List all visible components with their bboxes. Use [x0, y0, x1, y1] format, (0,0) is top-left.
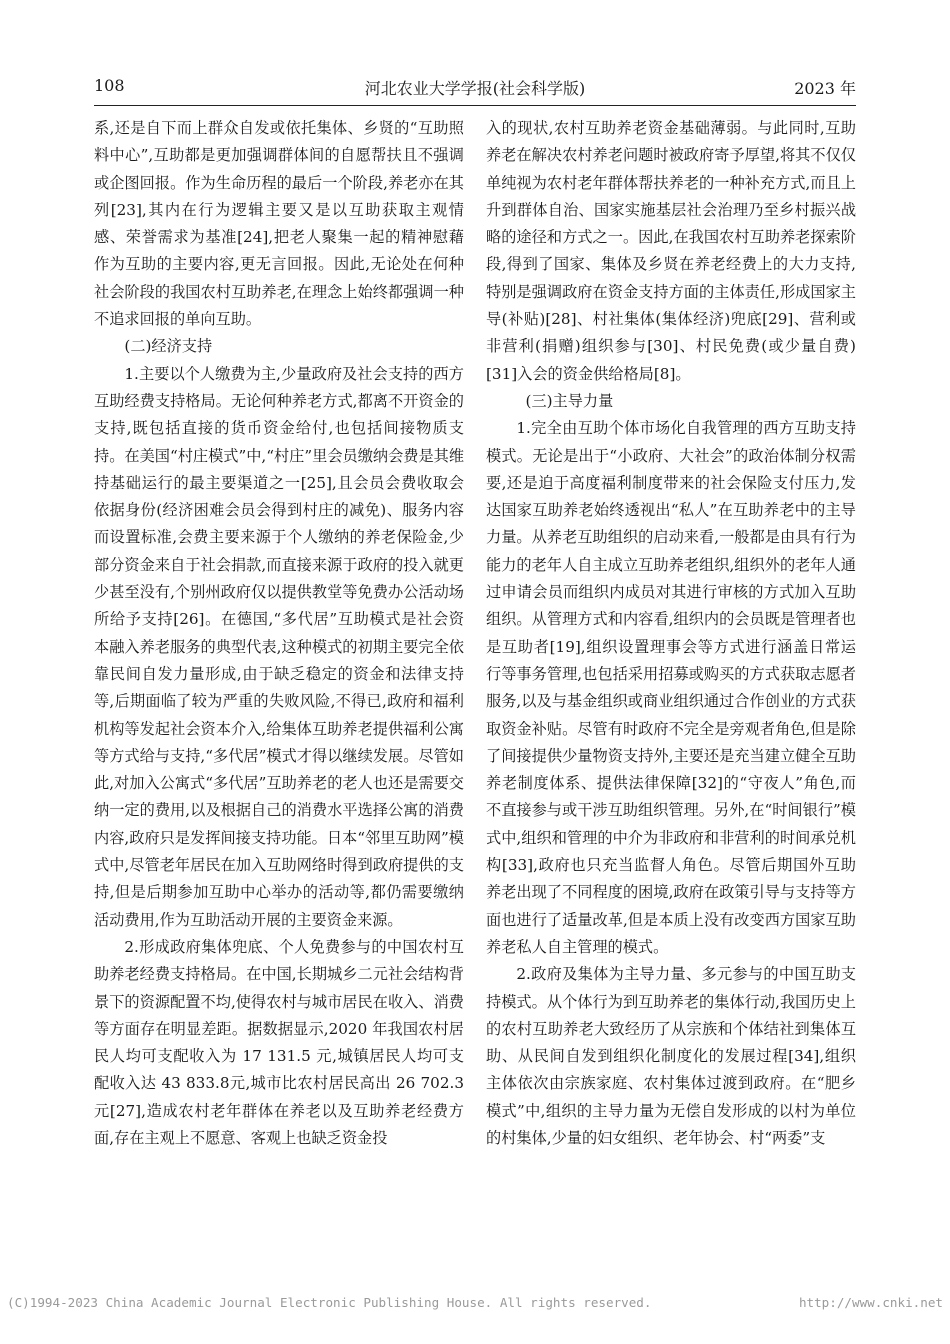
- publication-year: 2023 年: [794, 79, 856, 98]
- paragraph-continued: 入的现状,农村互助养老资金基础薄弱。与此同时,互助养老在解决农村养老问题时被政府寄予厚望,将其不仅仅单纯视为农村老年群体帮扶养老的一种补充方式,而且上升到群体自治、国家实施基层社会治理乃至乡村振兴战略的途径和方式之一。因此,在我国农村互助养老探索阶段,得到了国家、集体及乡贤在养老经费上的大力支持,特别是强调政府在资金支持方面的主体责任,形成国家主导(补贴)[28]、村社集体(集体经济)兜底[29]、营利或非营利(捐赠)组织参与[30]、村民免费(或少量自费)[31]入会的资金供给格局[8]。: [486, 119, 856, 383]
- section-heading-economic-support: (二)经济支持: [124, 337, 213, 356]
- journal-title: 河北农业大学学报(社会科学版): [364, 79, 586, 98]
- copyright-footer: [7, 1295, 943, 1310]
- copyright-text: (C)1994-2023 China Academic Journal Electronic Publishing House. All rights reserved.: [7, 1295, 652, 1310]
- paragraph: 2.形成政府集体兜底、个人免费参与的中国农村互助养老经费支持格局。在中国,长期城乡二元社会结构背景下的资源配置不均,使得农村与城市居民在收入、消费等方面存在明显差距。据数据显示,2020 年我国农村居民人均可支配收入为 17 131.5 元,城镇居民人均可支配收入达 43 833.8元,城市比农村居民高出 26 702.3 元[27],造成农村老年群体在养老以及互助养老经费方面,存在主观上不愿意、客观上也缺乏资金投: [94, 937, 464, 1147]
- paragraph-continued: 系,还是自下而上群众自发或依托集体、乡贤的“互助照料中心”,互助都是更加强调群体间的自愿帮扶且不强调或企图回报。作为生命历程的最后一个阶段,养老亦在其列[23],其内在行为逻辑主要又是以互助获取主观情感、荣誉需求为基准[24],把老人聚集一起的精神慰藉作为互助的主要内容,更无言回报。因此,无论处在何种社会阶段的我国农村互助养老,在理念上始终都强调一种不追求回报的单向互助。: [94, 119, 464, 329]
- paragraph: 1.完全由互助个体市场化自我管理的西方互助支持模式。无论是出于“小政府、大社会”的政治体制分权需要,还是迫于高度福利制度带来的社会保险支付压力,发达国家互助养老始终透视出“私人”在互助养老中的主导力量。从养老互助组织的启动来看,一般都是由具有行为能力的老年人自主成立互助养老组织,组织外的老年人通过申请会员而组织内成员对其进行审核的方式加入互助组织。从管理方式和内容看,组织内的会员既是管理者也是互助者[19],组织设置理事会等方式进行涵盖日常运行等事务管理,也包括采用招募或购买的方式获取志愿者服务,以及与基金组织或商业组织通过合作创业的方式获取资金补贴。尽管有时政府不完全是旁观者角色,但是除了间接提供少量物资支持外,主要还是充当建立健全互助养老制度体系、提供法律保障[32]的“守夜人”角色,而不直接参与或干涉互助组织管理。另外,在“时间银行”模式中,组织和管理的中介为非政府和非营利的时间承兑机构[33],政府也只充当监督人角色。尽管后期国外互助养老出现了不同程度的困境,政府在政策引导与支持等方面也进行了适量改革,但是本质上没有改变西方国家互助养老私人自主管理的模式。: [486, 419, 856, 956]
- left-column: [94, 115, 464, 1152]
- section-heading-leading-force: (三)主导力量: [525, 391, 614, 410]
- header-rule: [94, 105, 856, 106]
- running-header: [94, 76, 856, 102]
- right-column: [486, 115, 856, 1152]
- website-link[interactable]: http://www.cnki.net: [798, 1295, 943, 1310]
- paragraph: 2.政府及集体为主导力量、多元参与的中国互助支持模式。从个体行为到互助养老的集体行动,我国历史上的农村互助养老大致经历了从宗族和个体结社到集体互助、从民间自发到组织化制度化的发展过程[34],组织主体依次由宗族家庭、农村集体过渡到政府。在“肥乡模式”中,组织的主导力量为无偿自发形成的以村为单位的村集体,少量的妇女组织、老年协会、村“两委”支: [486, 965, 856, 1147]
- paragraph: 1.主要以个人缴费为主,少量政府及社会支持的西方互助经费支持格局。无论何种养老方式,都离不开资金的支持,既包括直接的货币资金给付,也包括间接物质支持。在美国“村庄模式”中,“村庄”里会员缴纳会费是其维持基础运行的最主要渠道之一[25],且会员会费收取会依据身份(经济困难会员会得到村庄的减免)、服务内容而设置标准,会费主要来源于个人缴纳的养老保险金,少部分资金来自于社会捐款,而直接来源于政府的投入就更少甚至没有,个别州政府仅以提供教堂等免费办公活动场所给予支持[26]。在德国,“多代居”互助模式是社会资本融入养老服务的典型代表,这种模式的初期主要完全依靠民间自发力量形成,由于缺乏稳定的资金和法律支持等,后期面临了较为严重的失败风险,不得已,政府和福利机构等发起社会资本介入,给集体互助养老提供福利公寓等方式给与支持,“多代居”模式才得以继续发展。尽管如此,对加入公寓式“多代居”互助养老的老人也还是需要交纳一定的费用,以及根据自己的消费水平选择公寓的消费内容,政府只是发挥间接支持功能。日本“邻里互助网”模式中,尽管老年居民在加入互助网络时得到政府提供的支持,但是后期参加互助中心举办的活动等,都仍需要缴纳活动费用,作为互助活动开展的主要资金来源。: [94, 364, 465, 929]
- page-number: 108: [94, 76, 125, 95]
